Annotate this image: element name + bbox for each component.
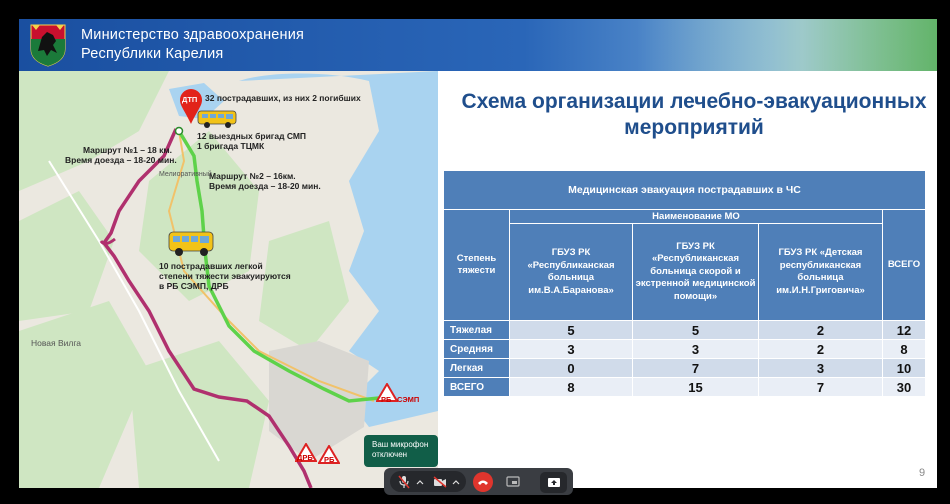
- hospital-rb-label: РБ: [381, 395, 392, 404]
- table-row: [444, 321, 926, 340]
- table-row: [444, 340, 926, 359]
- row-label: Средняя: [444, 340, 510, 359]
- casualties-label: 32 пострадавших, из них 2 погибших: [205, 93, 361, 103]
- light-casualties-label-2: степени тяжести эвакуируются: [159, 271, 291, 281]
- column-header: ГБУЗ РК «Детская республиканская больница им.И.Н.Григовича»: [759, 224, 883, 321]
- end-call-icon: [473, 472, 493, 492]
- mic-muted-icon[interactable]: [394, 468, 414, 495]
- table-cell: 15: [633, 378, 759, 397]
- hospital-sem-label: СЭМП: [397, 395, 420, 404]
- present-button[interactable]: [540, 472, 567, 493]
- table-cell: 0: [510, 359, 633, 378]
- table-cell: 3: [759, 359, 883, 378]
- karelia-coat-of-arms-emblem: [29, 23, 67, 67]
- school-bus-icon: [167, 229, 217, 259]
- screen-share-icon[interactable]: [502, 468, 524, 495]
- mic-muted-tooltip: Ваш микрофон отключен: [364, 435, 438, 467]
- table-cell: 7: [633, 359, 759, 378]
- row-total: 10: [883, 359, 926, 378]
- end-call-button[interactable]: [472, 468, 494, 495]
- route2-distance: Маршрут №2 – 16км.: [209, 171, 296, 181]
- chevron-up-icon[interactable]: [450, 468, 462, 495]
- table-cell: 7: [759, 378, 883, 397]
- table-cell: 5: [510, 321, 633, 340]
- slide-title: Схема организации лечебно-эвакуационных мероприятий: [461, 90, 927, 139]
- row-label: Тяжелая: [444, 321, 510, 340]
- table-cell: 2: [759, 321, 883, 340]
- ambulance-bus-icon: [197, 109, 239, 129]
- row-total: 30: [883, 378, 926, 397]
- table-row: [444, 378, 926, 397]
- evacuation-table: [443, 170, 926, 397]
- place-novaya-vilga: Новая Вилга: [31, 338, 81, 348]
- light-casualties-label-3: в РБ СЭМП, ДРБ: [159, 281, 229, 291]
- table-cell: 5: [633, 321, 759, 340]
- table-cell: 2: [759, 340, 883, 359]
- chevron-up-icon[interactable]: [414, 468, 426, 495]
- route1-distance: Маршрут №1 – 18 км.: [83, 145, 172, 155]
- hospital-rb2-label: РБ: [324, 455, 335, 464]
- brigades-label-2: 1 бригада ТЦМК: [197, 141, 265, 151]
- evacuation-route-map: [19, 71, 438, 488]
- table-cell: 3: [633, 340, 759, 359]
- table-cell: 8: [510, 378, 633, 397]
- column-header: ГБУЗ РК «Республиканская больница им.В.А.Баранова»: [510, 224, 633, 321]
- table-cell: 3: [510, 340, 633, 359]
- route2-time: Время доезда – 18-20 мин.: [209, 181, 321, 191]
- slide-header: [19, 19, 937, 71]
- row-total: 8: [883, 340, 926, 359]
- ministry-title-line2: Республики Карелия: [81, 46, 224, 62]
- header-wave-decoration: [637, 19, 937, 71]
- row-total: 12: [883, 321, 926, 340]
- accident-marker-label: ДТП: [182, 95, 198, 104]
- light-casualties-label-1: 10 пострадавших легкой: [159, 261, 263, 271]
- total-header: ВСЕГО: [883, 210, 926, 321]
- presentation-slide: [19, 19, 937, 488]
- table-row: [444, 359, 926, 378]
- hospital-drb-label: ДРБ: [297, 453, 313, 462]
- camera-off-icon[interactable]: [430, 468, 450, 495]
- group-header: Наименование МО: [510, 210, 883, 224]
- present-icon: [547, 477, 561, 489]
- table-caption: Медицинская эвакуация пострадавших в ЧС: [444, 171, 926, 210]
- route1-time: Время доезда – 18-20 мин.: [65, 155, 177, 165]
- place-meliorativny: Мелиоративный: [159, 171, 212, 178]
- brigades-label-1: 12 выездных бригад СМП: [197, 131, 307, 141]
- ministry-title-line1: Министерство здравоохранения: [81, 27, 305, 43]
- severity-header: Степень тяжести: [444, 210, 510, 321]
- column-header: ГБУЗ РК «Республиканская больница скорой и экстренной медицинской помощи»: [633, 224, 759, 321]
- page-number: 9: [919, 467, 926, 479]
- row-label: Легкая: [444, 359, 510, 378]
- row-label: ВСЕГО: [444, 378, 510, 397]
